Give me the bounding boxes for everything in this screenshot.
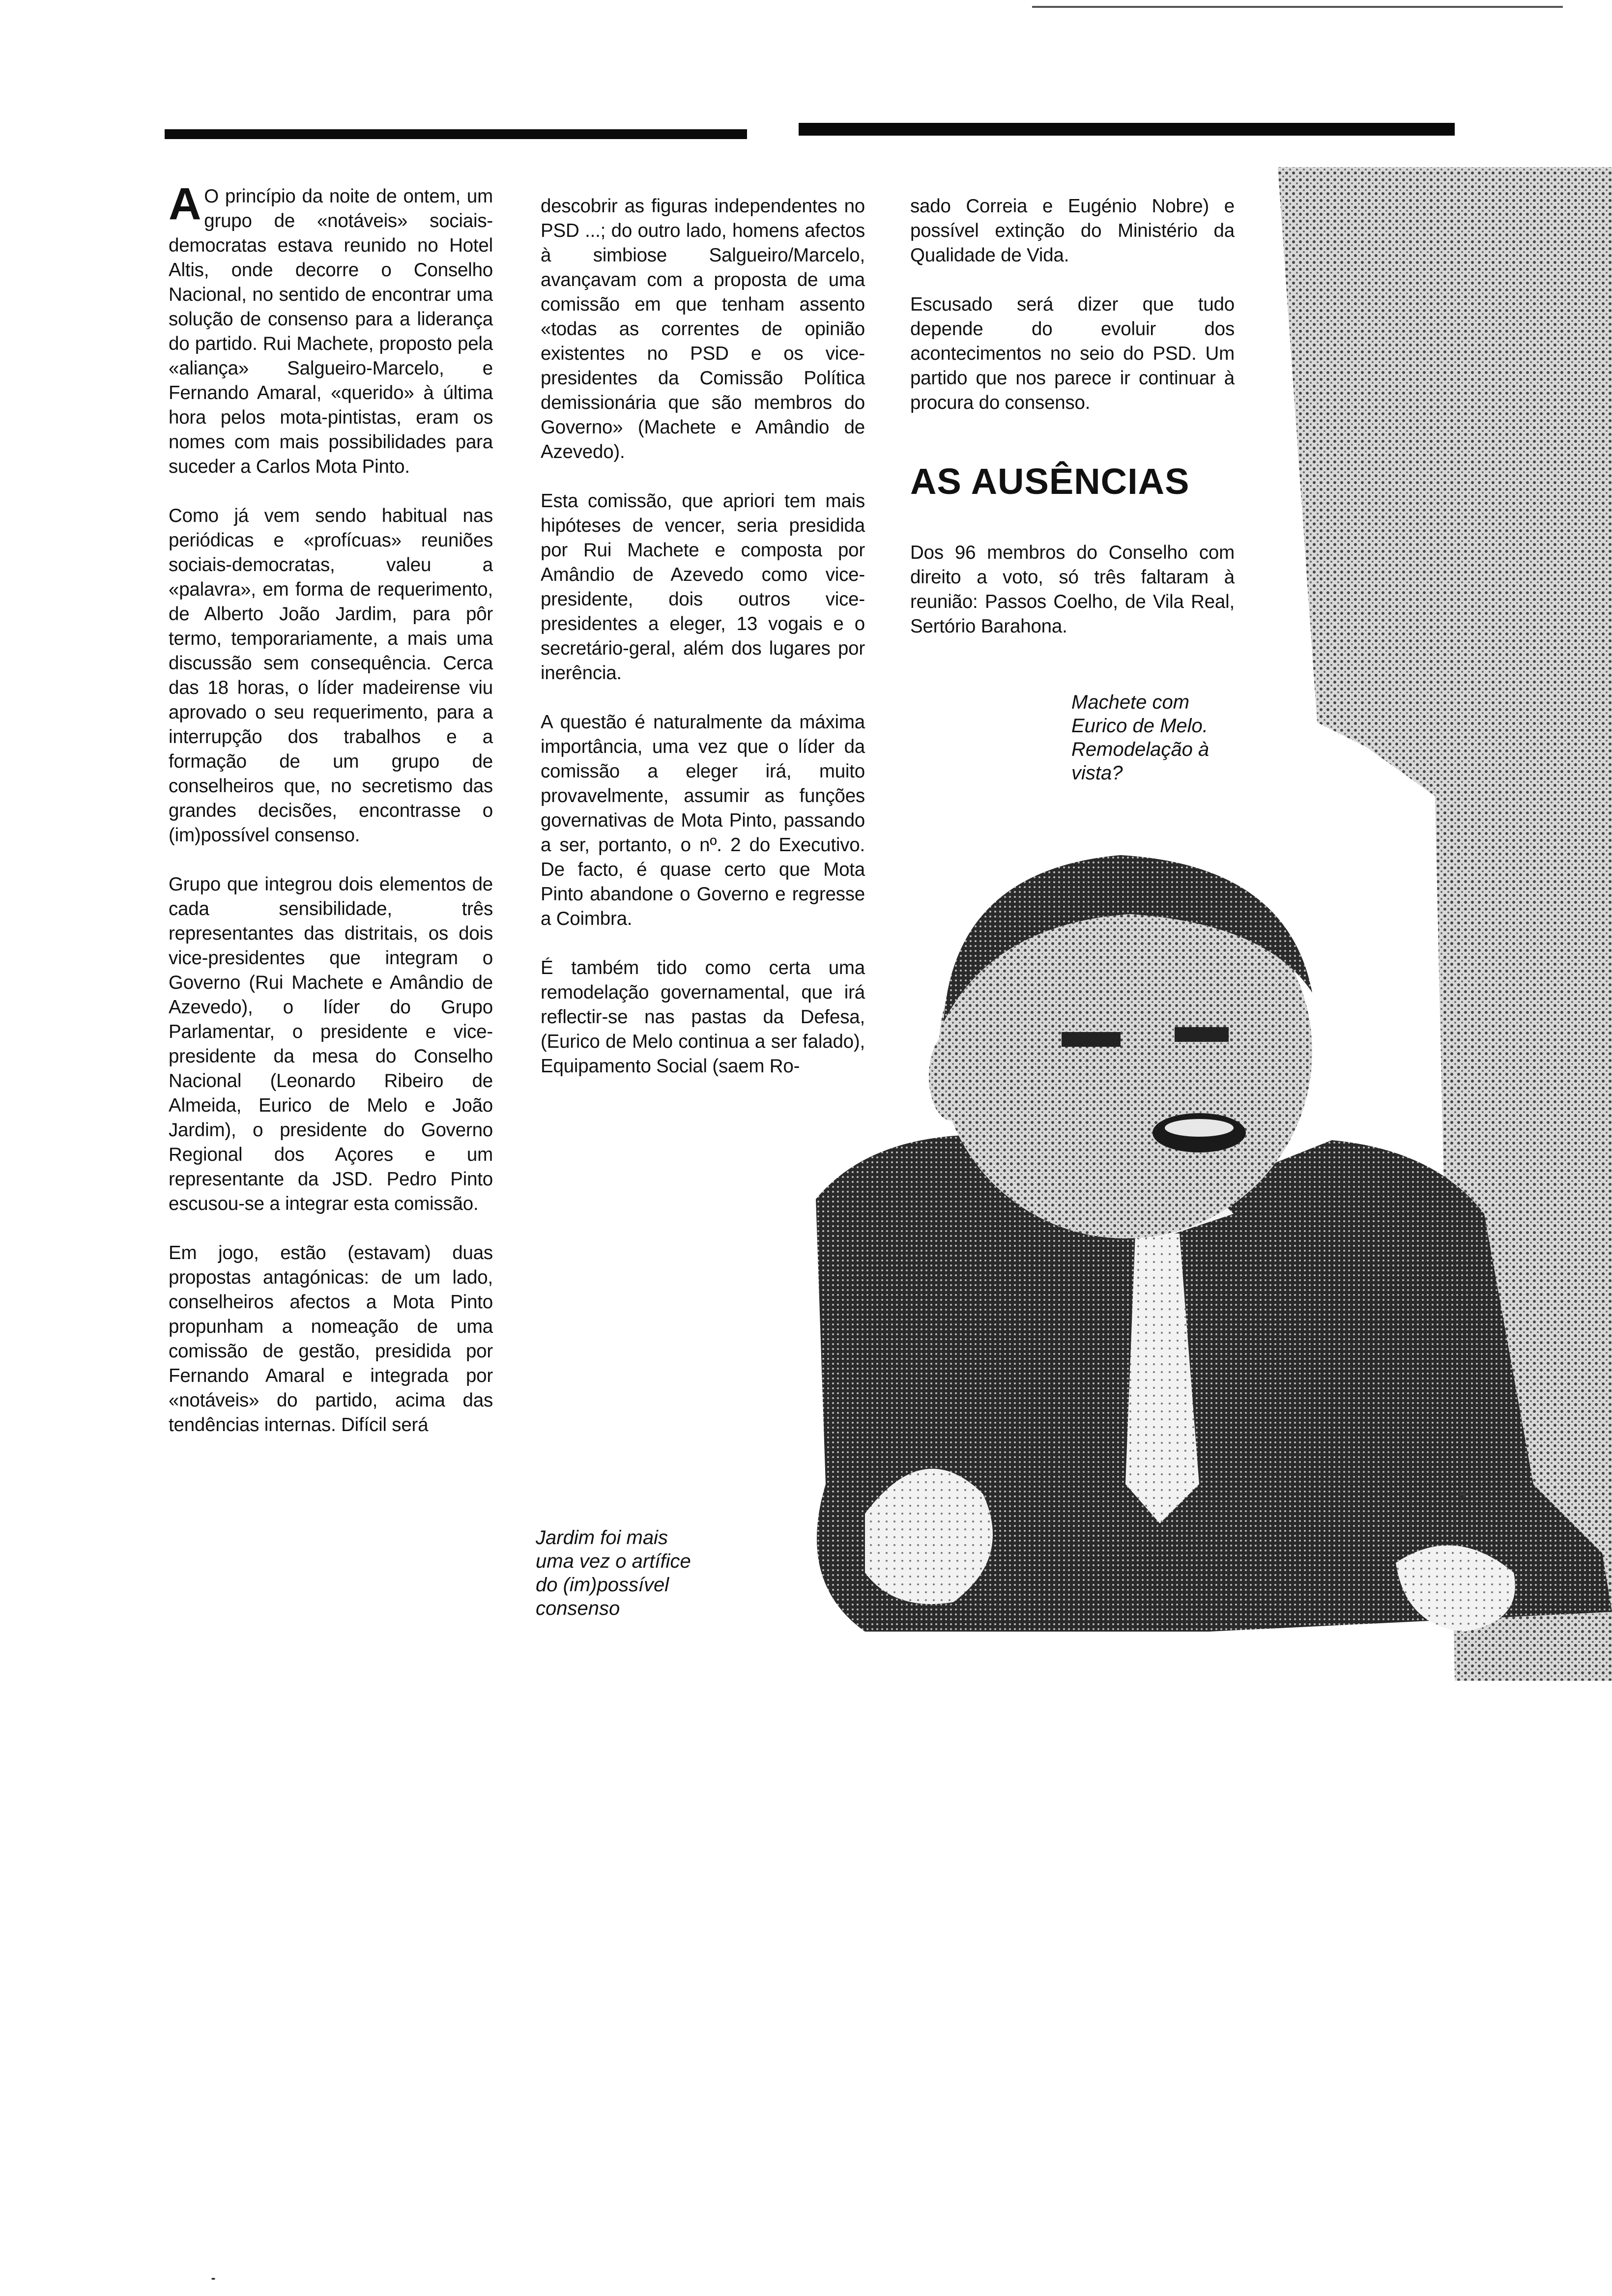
article-column-3-lower bbox=[910, 541, 1235, 663]
article-column-2 bbox=[541, 194, 865, 1103]
stray-mark bbox=[211, 2278, 215, 2280]
article-paragraph: Grupo que integrou dois elementos de cada sensibilidade, três representantes das distritais, os dois vice-presidentes que integram o Governo (Rui Machete e Amândio de Azevedo), o líder do Grupo Parlamentar, o presidente e vice-presidente da mesa do Conselho Nacional (Leonardo Ribeiro de Almeida, Eurico de Melo e João Jardim), o presidente do Governo Regional dos Açores e um representante da JSD. Pedro Pinto escusou-se a integrar esta comissão. bbox=[169, 874, 493, 1214]
drop-cap: A bbox=[169, 179, 202, 229]
article-paragraph: Escusado será dizer que tudo depende do evoluir dos acontecimentos no seio do PSD. Um partido que nos parece ir continuar à procura do consenso. bbox=[910, 294, 1235, 413]
header-rule-right bbox=[799, 123, 1455, 136]
photo-caption-top: Machete com Eurico de Melo. Remodelação à vista? bbox=[1071, 691, 1209, 784]
paragraph-text: O princípio da noite de ontem, um grupo de «notáveis» sociais-democratas estava reunido no Hotel Altis, onde decorre o Conselho Nacional, no sentido de encontrar uma solução de consenso para a liderança do partido. Rui Machete, proposto pela «aliança» Salgueiro-Marcelo, e Fernando Amaral, «querido» à última hora pelos mota-pintistas, eram os nomes com mais possibilidades para suceder a Carlos Mota Pinto. bbox=[169, 186, 493, 477]
top-edge-rule bbox=[1032, 6, 1563, 8]
photo-caption-bottom: Jardim foi mais uma vez o artífice do (im)possível consenso bbox=[536, 1527, 691, 1619]
article-column-1 bbox=[169, 179, 493, 1462]
header-rule-left bbox=[165, 129, 747, 139]
article-paragraph: sado Correia e Eugénio Nobre) e possível extinção do Ministério da Qualidade de Vida. bbox=[910, 196, 1235, 266]
stray-mark bbox=[1460, 1492, 1466, 1497]
article-paragraph bbox=[169, 179, 493, 479]
article-paragraph: Como já vem sendo habitual nas periódicas e «profícuas» reuniões sociais-democratas, valeu a «palavra», em forma de requerimento, de Alberto João Jardim, para pôr termo, temporariamente, a mais uma discussão sem consequência. Cerca das 18 horas, o líder madeirense viu aprovado o seu requerimento, para a interrupção dos trabalhos e a formação de um grupo de conselheiros que, no secretismo das grandes decisões, encontrasse o (im)possível consenso. bbox=[169, 505, 493, 846]
article-paragraph: Em jogo, estão (estavam) duas propostas antagónicas: de um lado, conselheiros afectos a Mota Pinto propunham a nomeação de uma comissão de gestão, presidida por Fernando Amaral e integrada por «notáveis» do partido, acima das tendências internas. Difícil será bbox=[169, 1242, 493, 1435]
article-paragraph: Esta comissão, que apriori tem mais hipóteses de vencer, seria presidida por Rui Machete e composta por Amândio de Azevedo como vice-presidente, dois outros vice-presidentes a eleger, 13 vogais e o secretário-geral, além dos lugares por inerência. bbox=[541, 490, 865, 684]
article-paragraph: Dos 96 membros do Conselho com direito a voto, só três faltaram à reunião: Passos Coelho, de Vila Real, Sertório Barahona. bbox=[910, 542, 1235, 637]
article-paragraph: É também tido como certa uma remodelação governamental, que irá reflectir-se nas pastas da Defesa, (Eurico de Melo continua a ser falado), Equipamento Social (saem Ro- bbox=[541, 957, 865, 1077]
article-column-3 bbox=[910, 194, 1235, 440]
section-headline: AS AUSÊNCIAS bbox=[910, 461, 1190, 502]
article-paragraph: A questão é naturalmente da máxima importância, uma vez que o líder da comissão a eleger irá, muito provavelmente, assumir as funções governativas de Mota Pinto, passando a ser, portanto, o nº. 2 do Executivo. De facto, é quase certo que Mota Pinto abandone o Governo e regresse a Coimbra. bbox=[541, 712, 865, 929]
article-paragraph: descobrir as figuras independentes no PSD ...; do outro lado, homens afectos à simbiose Salgueiro/Marcelo, avançavam com a proposta de uma comissão em que tenham assento «todas as correntes de opinião existentes no PSD e os vice-presidentes da Comissão Política demissionária que são membros do Governo» (Machete e Amândio de Azevedo). bbox=[541, 196, 865, 462]
